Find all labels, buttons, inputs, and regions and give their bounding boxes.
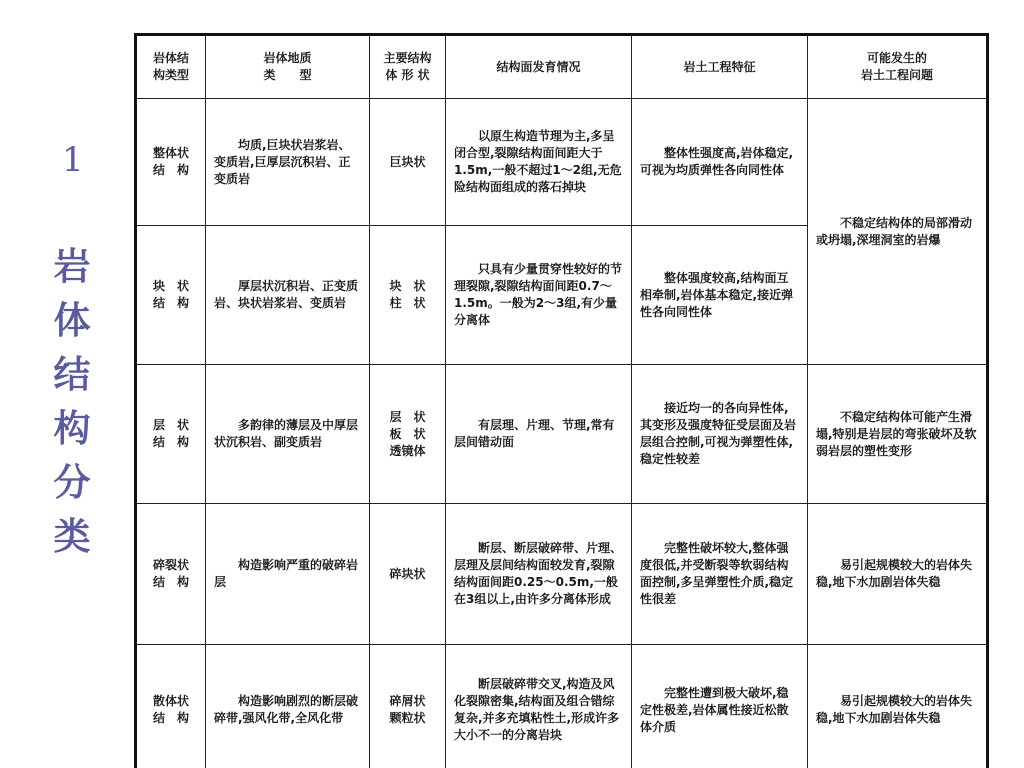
- cell-possible-problems: 易引起规模较大的岩体失稳,地下水加剧岩体失稳: [808, 645, 988, 768]
- section-title-char: 构: [53, 407, 91, 450]
- cell-structure-type: 块 状 结 构: [136, 226, 206, 365]
- cell-body-shape: 层 状 板 状 透镜体: [370, 365, 446, 504]
- cell-body-shape: 巨块状: [370, 99, 446, 226]
- section-title-char: 体: [53, 299, 91, 342]
- cell-discontinuity: 以原生构造节理为主,多呈闭合型,裂隙结构面间距大于1.5m,一般不超过1～2组,无危险结构面组成的落石掉块: [446, 99, 632, 226]
- table-row: [136, 504, 988, 645]
- section-title-char: 类: [53, 515, 91, 558]
- cell-geology-type: 构造影响严重的破碎岩层: [206, 504, 370, 645]
- cell-engineering-features: 整体强度较高,结构面互相牵制,岩体基本稳定,接近弹性各向同性体: [632, 226, 808, 365]
- table-row: [136, 645, 988, 768]
- table-row: [136, 365, 988, 504]
- cell-body-shape: 块 状 柱 状: [370, 226, 446, 365]
- section-title: [50, 240, 94, 564]
- cell-geology-type: 构造影响剧烈的断层破碎带,强风化带,全风化带: [206, 645, 370, 768]
- cell-discontinuity: 只具有少量贯穿性较好的节理裂隙,裂隙结构面间距0.7～1.5m。一般为2～3组,有少量分离体: [446, 226, 632, 365]
- cell-geology-type: 均质,巨块状岩浆岩、变质岩,巨厚层沉积岩、正变质岩: [206, 99, 370, 226]
- cell-discontinuity: 断层破碎带交叉,构造及风化裂隙密集,结构面及组合错综复杂,并多充填粘性土,形成许多大小不一的分离岩块: [446, 645, 632, 768]
- cell-structure-type: 层 状 结 构: [136, 365, 206, 504]
- cell-geology-type: 多韵律的薄层及中厚层状沉积岩、副变质岩: [206, 365, 370, 504]
- cell-engineering-features: 接近均一的各向异性体,其变形及强度特征受层面及岩层组合控制,可视为弹塑性体,稳定性较差: [632, 365, 808, 504]
- cell-engineering-features: 完整性破坏较大,整体强度很低,并受断裂等软弱结构面控制,多呈弹塑性介质,稳定性很差: [632, 504, 808, 645]
- cell-discontinuity: 断层、断层破碎带、片理、层理及层间结构面较发育,裂隙结构面间距0.25～0.5m,一般在3组以上,由许多分离体形成: [446, 504, 632, 645]
- cell-possible-problems: 易引起规模较大的岩体失稳,地下水加剧岩体失稳: [808, 504, 988, 645]
- cell-body-shape: 碎块状: [370, 504, 446, 645]
- header-engineering-features: 岩土工程特征: [632, 35, 808, 99]
- table-header-row: [136, 35, 988, 99]
- cell-engineering-features: 整体性强度高,岩体稳定,可视为均质弹性各向同性体: [632, 99, 808, 226]
- header-structure-type: 岩体结 构类型: [136, 35, 206, 99]
- cell-engineering-features: 完整性遭到极大破坏,稳定性极差,岩体属性接近松散体介质: [632, 645, 808, 768]
- cell-geology-type: 厚层状沉积岩、正变质岩、块状岩浆岩、变质岩: [206, 226, 370, 365]
- header-possible-problems: 可能发生的 岩土工程问题: [808, 35, 988, 99]
- cell-body-shape: 碎屑状 颗粒状: [370, 645, 446, 768]
- section-title-char: 岩: [53, 245, 91, 288]
- cell-possible-problems: 不稳定结构体的局部滑动或坍塌,深埋洞室的岩爆: [808, 99, 988, 365]
- cell-structure-type: 散体状 结 构: [136, 645, 206, 768]
- cell-discontinuity: 有层理、片理、节理,常有层间错动面: [446, 365, 632, 504]
- header-geology-type: 岩体地质 类 型: [206, 35, 370, 99]
- section-number: 1: [62, 140, 84, 180]
- cell-possible-problems: 不稳定结构体可能产生滑塌,特别是岩层的弯张破坏及软弱岩层的塑性变形: [808, 365, 988, 504]
- table-row: [136, 99, 988, 226]
- header-body-shape: 主要结构 体 形 状: [370, 35, 446, 99]
- header-discontinuity: 结构面发育情况: [446, 35, 632, 99]
- rock-structure-table: [134, 33, 989, 768]
- section-title-char: 分: [53, 461, 91, 504]
- cell-structure-type: 整体状 结 构: [136, 99, 206, 226]
- cell-structure-type: 碎裂状 结 构: [136, 504, 206, 645]
- section-title-char: 结: [53, 353, 91, 396]
